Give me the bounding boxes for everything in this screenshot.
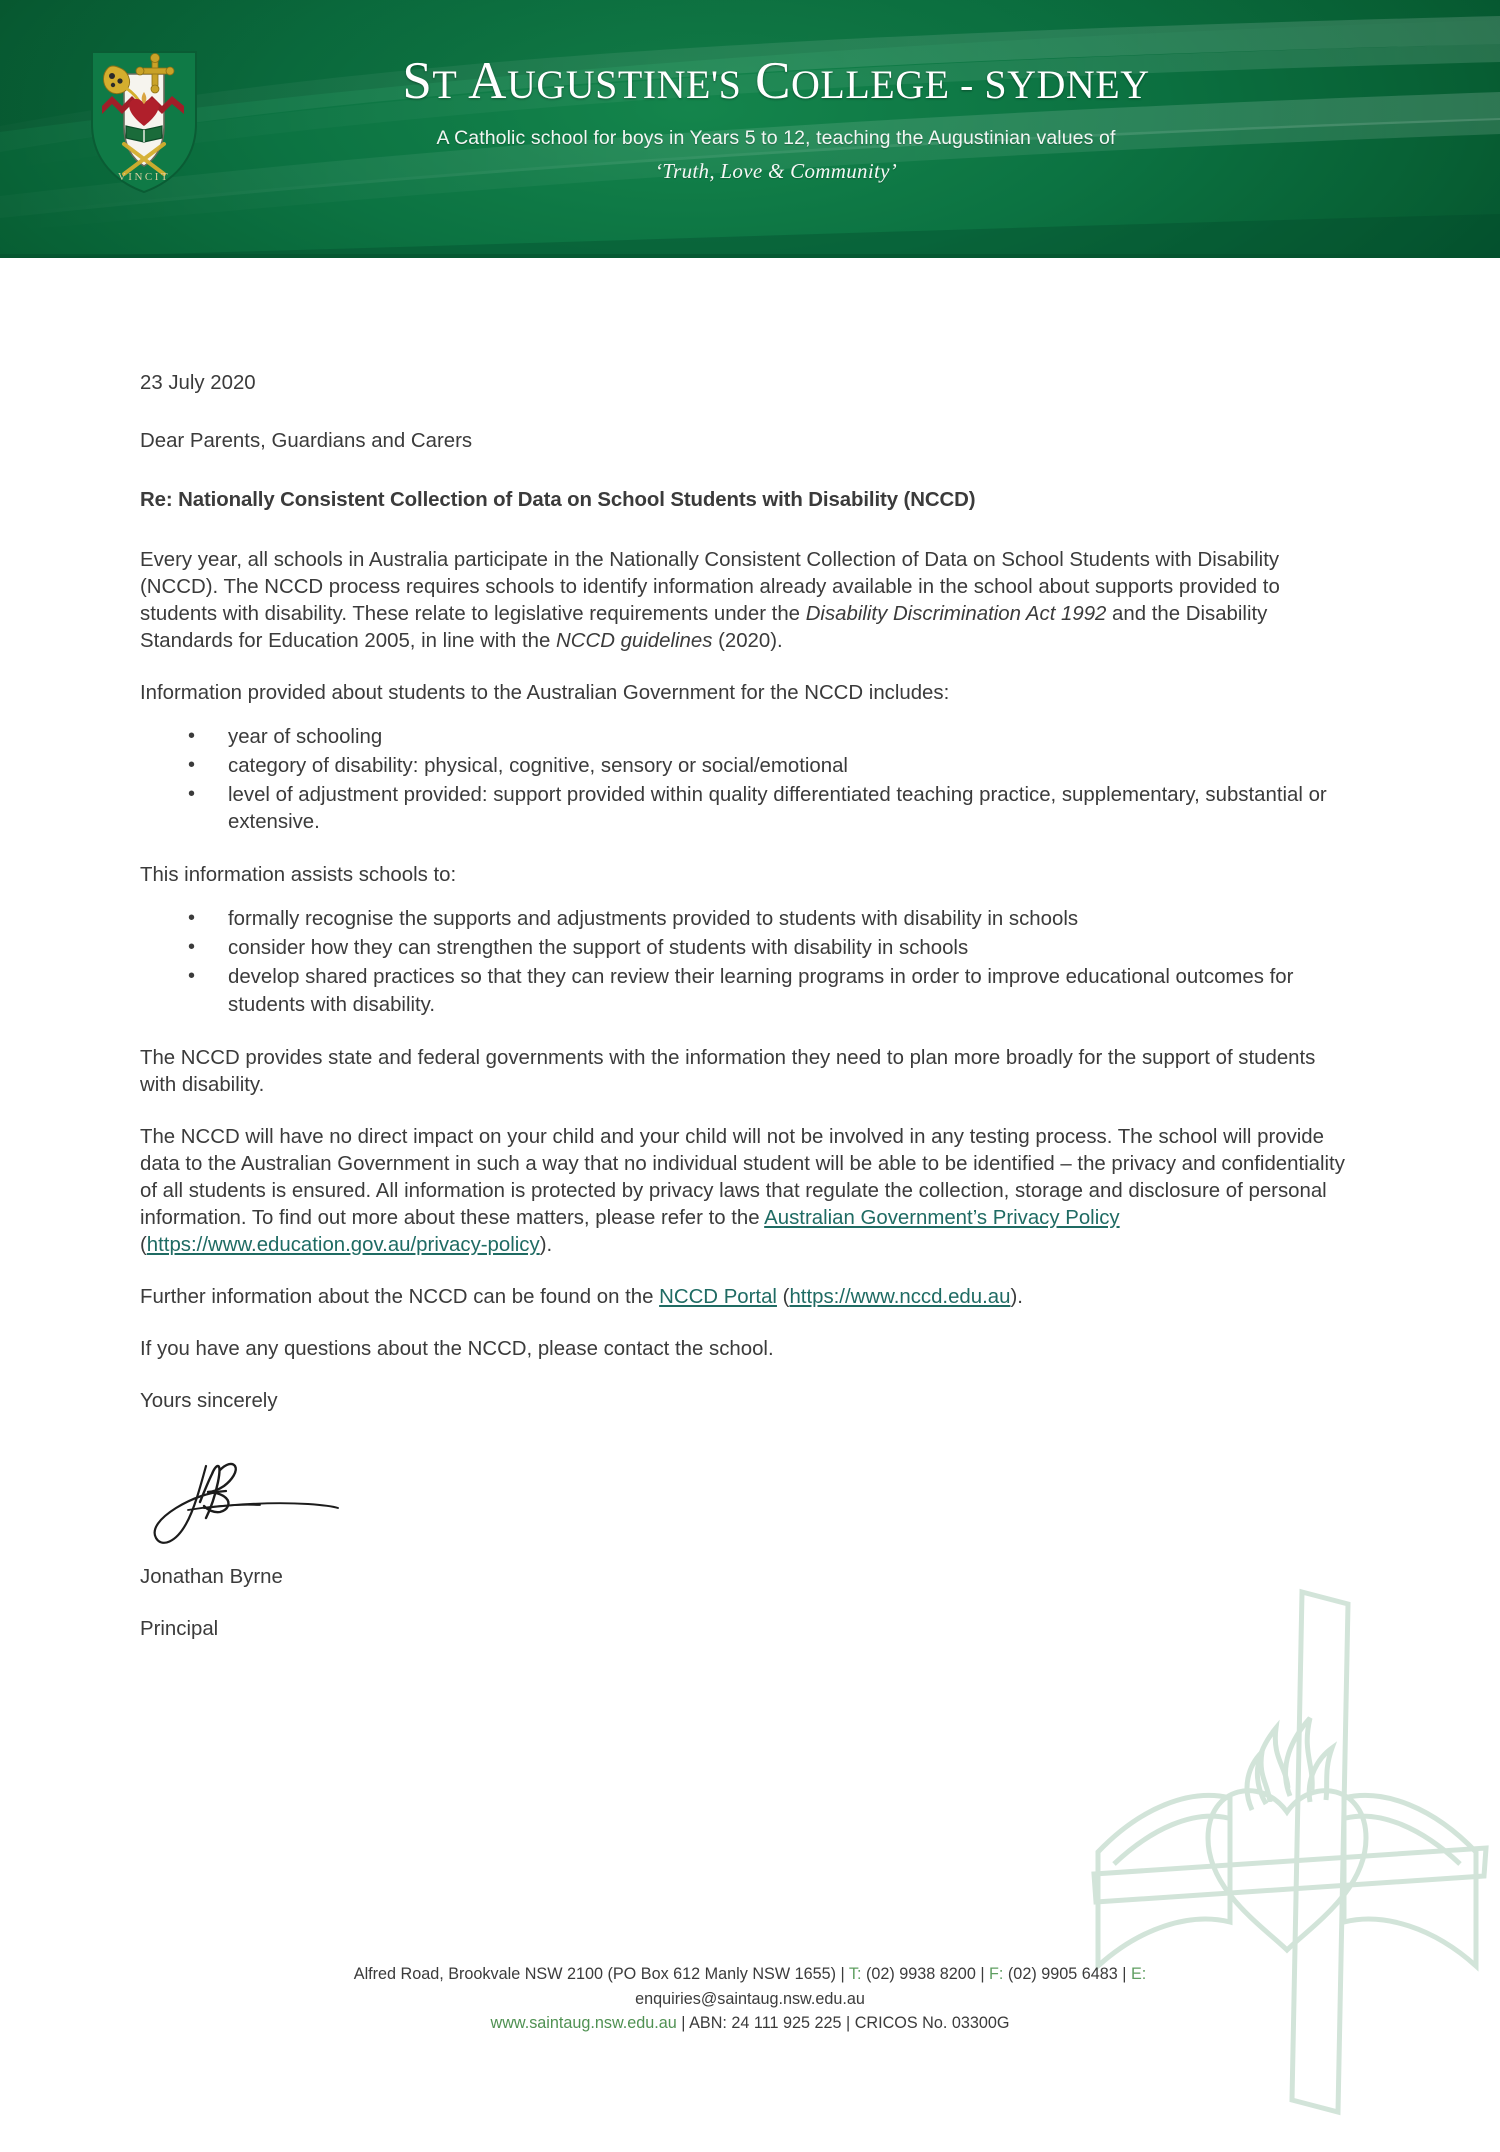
college-name-space [457, 52, 468, 110]
intro-text-1: Every year, all schools in Australia participate in the Nationally Consistent Collection of Data on School Students with Disability (NCCD). The NCCD process requires schools to identify information already available in the school about supports provided to students with disability. These relate to legislative requirements under the [140, 549, 1280, 626]
letter-salutation: Dear Parents, Guardians and Carers [140, 430, 473, 453]
list-item: • year of schooling [188, 724, 1355, 751]
list-item: • category of disability: physical, cognitive, sensory or social/emotional [188, 753, 1355, 780]
college-name-part: T [432, 62, 458, 107]
nccd-portal-link[interactable]: NCCD Portal [659, 1285, 777, 1308]
school-crest-icon [88, 48, 200, 196]
list-item: • level of adjustment provided: support provided within quality differentiated teaching practice, supplementary, substantial or extensive. [188, 782, 1355, 836]
header-title-block [196, 54, 1356, 184]
footer-line-web [0, 2011, 1500, 2036]
intro-text-3: (2020). [712, 630, 783, 653]
paragraph-portal [140, 1284, 1355, 1311]
signature-block [140, 1446, 1355, 1564]
letter-subject-line: Re: Nationally Consistent Collection of Data on School Students with Disability (NCCD) [140, 489, 976, 512]
page-header-banner [0, 0, 1500, 258]
college-name-dash: - [949, 62, 985, 107]
includes-bullet-list [140, 724, 1355, 836]
paragraph-governments: The NCCD provides state and federal governments with the information they need to plan more broadly for the support of students with disability. [140, 1046, 1316, 1096]
list-item: • develop shared practices so that they can review their learning programs in order to improve educational outcomes for students with disability. [188, 964, 1355, 1018]
footer-abn-cricos: | ABN: 24 111 925 225 | CRICOS No. 03300G [676, 2014, 1010, 2033]
header-tagline-line2: ‘Truth, Love & Community’ [655, 159, 897, 184]
footer-email: enquiries@saintaug.nsw.edu.au [635, 1989, 865, 2008]
privacy-text-3: ). [539, 1233, 553, 1256]
paragraph-questions: If you have any questions about the NCCD, please contact the school. [140, 1337, 774, 1360]
lead-in-assists: This information assists schools to: [140, 864, 457, 887]
paragraph-privacy [140, 1124, 1355, 1259]
portal-text-2: ( [776, 1285, 790, 1308]
letter-body [140, 370, 1355, 1668]
footer-address: Alfred Road, Brookvale NSW 2100 (PO Box 612 Manly NSW 1655) | [353, 1965, 849, 1983]
footer-fax: (02) 9905 6483 | [1003, 1965, 1131, 1983]
signer-role: Principal [140, 1617, 219, 1640]
footer-phone: (02) 9938 8200 | [861, 1965, 990, 1983]
privacy-policy-link[interactable]: Australian Government’s Privacy Policy [764, 1206, 1120, 1229]
act-title-italic: Disability Discrimination Act 1992 [805, 603, 1107, 626]
college-name-part: OLLEGE [791, 62, 950, 107]
college-name-part: S [984, 62, 1008, 107]
assists-bullet-list [140, 906, 1355, 1018]
college-name-space [741, 52, 755, 110]
letter-closing: Yours sincerely [140, 1389, 278, 1412]
handwritten-signature [142, 1448, 372, 1560]
portal-text-1: Further information about the NCCD can be found on the [140, 1285, 660, 1308]
footer-email-label: E: [1130, 1965, 1147, 1983]
footer-line-email [0, 1987, 1500, 2012]
college-name-part: YDNEY [1007, 62, 1150, 107]
college-name-part: S [402, 52, 433, 110]
intro-text-2: and the Disability Standards for Education 2005, in line with the [140, 603, 1268, 653]
signer-name: Jonathan Byrne [140, 1565, 283, 1588]
list-item: • formally recognise the supports and adjustments provided to students with disability in schools [188, 906, 1355, 933]
college-name [196, 54, 1356, 108]
lead-in-includes: Information provided about students to the Australian Government for the NCCD includes: [140, 682, 950, 705]
college-name-part: C [755, 52, 791, 110]
letter-date: 23 July 2020 [140, 372, 256, 394]
footer-line-address [0, 1962, 1500, 1987]
footer-phone-label: T: [848, 1965, 862, 1983]
paragraph-intro [140, 547, 1355, 655]
nccd-portal-url-link[interactable]: https://www.nccd.edu.au [789, 1285, 1011, 1308]
privacy-text-1: The NCCD will have no direct impact on your child and your child will not be involved in any testing process. The school will provide data to the Australian Government in such a way that no individual student will be able to be identified – the privacy and confidentiality of all students is ensured. All information is protected by privacy laws that regulate the collection, storage and disclosure of personal information. To find out more about these matters, please refer to the [140, 1125, 1345, 1229]
college-name-part: UGUSTINE'S [506, 62, 742, 107]
portal-text-3: ). [1010, 1285, 1023, 1308]
college-name-part: A [468, 52, 507, 110]
header-tagline-line1: A Catholic school for boys in Years 5 to 12, teaching the Augustinian values of [436, 127, 1116, 150]
privacy-policy-url-link[interactable]: https://www.education.gov.au/privacy-policy [146, 1233, 540, 1256]
list-item: • consider how they can strengthen the support of students with disability in schools [188, 935, 1355, 962]
guidelines-title-italic: NCCD guidelines [556, 630, 713, 653]
crest-motto-text: VINCIT [117, 171, 171, 183]
footer-fax-label: F: [989, 1965, 1004, 1983]
privacy-text-2: ( [140, 1233, 147, 1256]
page-footer [0, 1962, 1500, 2036]
footer-website-link[interactable]: www.saintaug.nsw.edu.au [490, 2014, 677, 2033]
